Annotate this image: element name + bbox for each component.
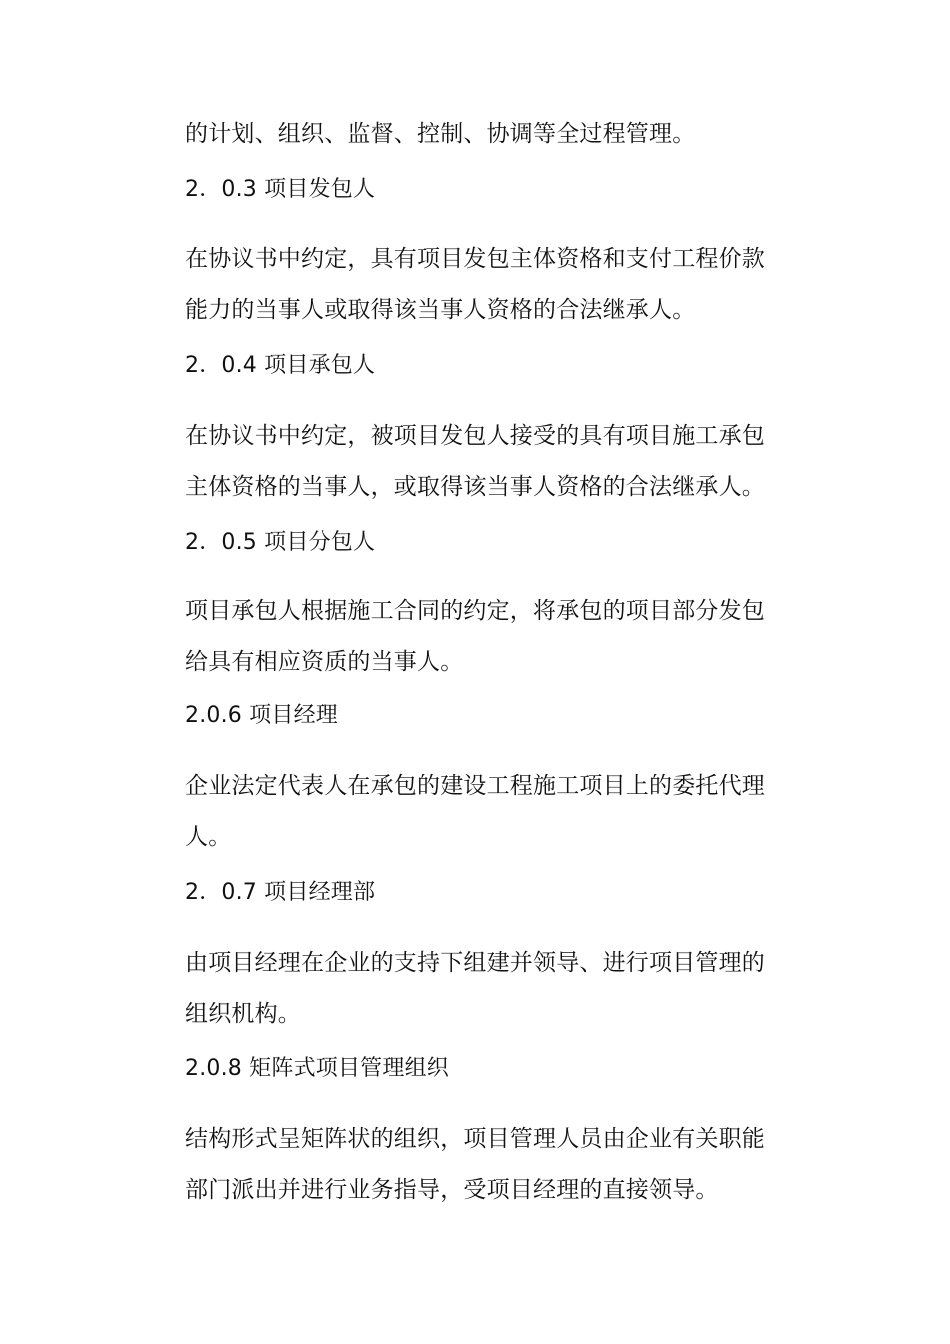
paragraph-line: 组织机构。 xyxy=(185,1001,301,1027)
section-heading-2-0-8: 2.0.8 矩阵式项目管理组织 xyxy=(185,1056,449,1081)
paragraph-line: 项目承包人根据施工合同的约定，将承包的项目部分发包 xyxy=(185,598,765,624)
section-heading-2-0-3: 2．0.3 项目发包人 xyxy=(185,177,376,202)
paragraph-line: 在协议书中约定，具有项目发包主体资格和支付工程价款 xyxy=(185,246,765,272)
paragraph-line: 的计划、组织、监督、控制、协调等全过程管理。 xyxy=(185,121,696,147)
paragraph-line: 能力的当事人或取得该当事人资格的合法继承人。 xyxy=(185,297,696,323)
section-heading-2-0-5: 2．0.5 项目分包人 xyxy=(185,530,376,555)
paragraph-line: 结构形式呈矩阵状的组织，项目管理人员由企业有关职能 xyxy=(185,1126,765,1152)
paragraph-line: 人。 xyxy=(185,824,232,850)
paragraph-line: 主体资格的当事人，或取得该当事人资格的合法继承人。 xyxy=(185,474,765,500)
section-heading-2-0-4: 2．0.4 项目承包人 xyxy=(185,353,376,378)
paragraph-line: 给具有相应资质的当事人。 xyxy=(185,649,464,675)
paragraph-line: 由项目经理在企业的支持下组建并领导、进行项目管理的 xyxy=(185,950,765,976)
section-heading-2-0-7: 2．0.7 项目经理部 xyxy=(185,880,376,905)
paragraph-line: 部门派出并进行业务指导，受项目经理的直接领导。 xyxy=(185,1177,719,1203)
paragraph-line: 在协议书中约定，被项目发包人接受的具有项目施工承包 xyxy=(185,423,765,449)
paragraph-line: 企业法定代表人在承包的建设工程施工项目上的委托代理 xyxy=(185,773,765,799)
section-heading-2-0-6: 2.0.6 项目经理 xyxy=(185,703,338,728)
